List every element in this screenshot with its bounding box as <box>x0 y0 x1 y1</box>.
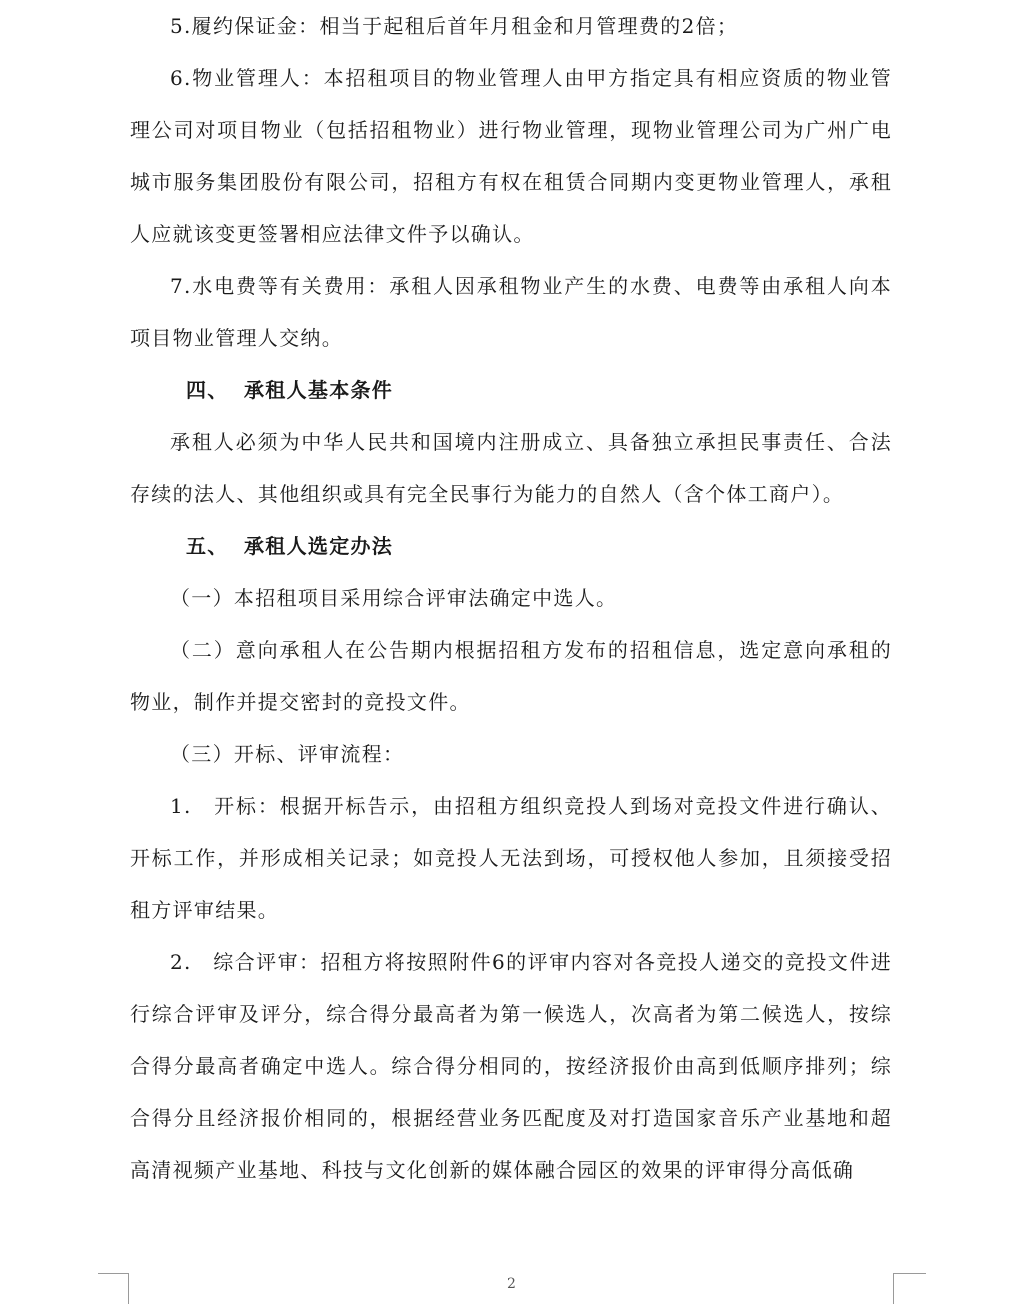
paragraph-bid-opening: 1. 开标：根据开标告示，由招租方组织竞投人到场对竞投文件进行确认、开标工作，并形成相关记录；如竞投人无法到场，可授权他人参加，且须接受招租方评审结果。 <box>130 794 892 922</box>
section-title: 承租人选定办法 <box>244 534 394 558</box>
paragraph-method: （一）本招租项目采用综合评审法确定中选人。 <box>170 586 618 610</box>
paragraph-property-manager: 6.物业管理人：本招租项目的物业管理人由甲方指定具有相应资质的物业管理公司对项目物业（包括招租物业）进行物业管理，现物业管理公司为广州广电城市服务集团股份有限公司，招租方有权在租赁合同期内变更物业管理人，承租人应就该变更签署相应法律文件予以确认。 <box>130 66 892 246</box>
page-number: 2 <box>507 1276 516 1292</box>
section-title: 承租人基本条件 <box>244 378 394 402</box>
page-body <box>130 0 892 1196</box>
paragraph-evaluation: 2. 综合评审：招租方将按照附件6的评审内容对各竞投人递交的竞投文件进行综合评审及评分，综合得分最高者为第一候选人，次高者为第二候选人，按综合得分最高者确定中选人。综合得分相同的，按经济报价由高到低顺序排列；综合得分且经济报价相同的，根据经营业务匹配度及对打造国家音乐产业基地和超高清视频产业基地、科技与文化创新的媒体融合园区的效果的评审得分高低确 <box>130 950 892 1182</box>
paragraph-utilities: 7.水电费等有关费用：承租人因承租物业产生的水费、电费等由承租人向本项目物业管理人交纳。 <box>130 274 892 350</box>
section-number: 五、 <box>186 534 229 558</box>
section-heading-5 <box>130 520 892 572</box>
paragraph-lessee-conditions: 承租人必须为中华人民共和国境内注册成立、具备独立承担民事责任、合法存续的法人、其他组织或具有完全民事行为能力的自然人（含个体工商户）。 <box>130 430 892 506</box>
paragraph-intent: （二）意向承租人在公告期内根据招租方发布的招租信息，选定意向承租的物业，制作并提交密封的竞投文件。 <box>130 638 892 714</box>
section-heading-4 <box>130 364 892 416</box>
paragraph-process-heading: （三）开标、评审流程： <box>170 742 405 766</box>
section-number: 四、 <box>186 378 229 402</box>
paragraph-deposit: 5.履约保证金：相当于起租后首年月租金和月管理费的2倍； <box>170 14 739 38</box>
